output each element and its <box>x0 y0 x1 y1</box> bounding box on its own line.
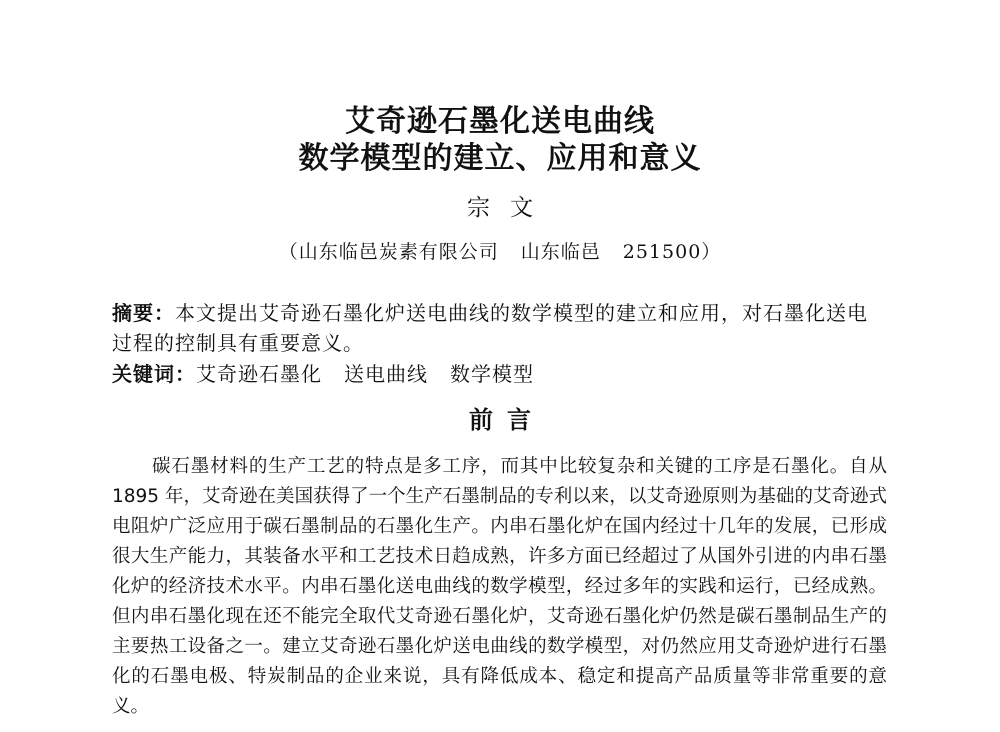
paper-title-line-2: 数学模型的建立、应用和意义 <box>298 141 702 176</box>
keyword-item: 送电曲线 <box>344 362 428 386</box>
affiliation-org: 山东临邑炭素有限公司 <box>298 241 499 263</box>
abstract <box>112 298 887 358</box>
affiliation-city: 山东临邑 <box>520 241 601 263</box>
affiliation-postcode: 251500 <box>622 241 702 263</box>
paper-title-line-1: 艾奇逊石墨化送电曲线 <box>345 104 655 139</box>
body-paragraph: 碳石墨材料的生产工艺的特点是多工序，而其中比较复杂和关键的工序是石墨化。自从 1895 年，艾奇逊在美国获得了一个生产石墨制品的专利以来，以艾奇逊原则为基础的艾奇逊式电阻炉广泛应用于碳石墨制品的石墨化生产。内串石墨化炉在国内经过十几年的发展，已形成很大生产能力，其装备水平和工艺技术日趋成熟，许多方面已经超过了从国外引进的内串石墨化炉的经济技术水平。内串石墨化送电曲线的数学模型，经过多年的实践和运行，已经成熟。但内串石墨化现在还不能完全取代艾奇逊石墨化炉，艾奇逊石墨化炉仍然是碳石墨制品生产的主要热工设备之一。建立艾奇逊石墨化炉送电曲线的数学模型，对仍然应用艾奇逊炉进行石墨化的石墨电极、特炭制品的企业来说，具有降低成本、稳定和提高产品质量等非常重要的意义。 <box>112 456 887 717</box>
author-name: 宗文 <box>467 195 553 221</box>
keywords <box>112 359 887 389</box>
keyword-item: 艾奇逊石墨化 <box>196 362 322 386</box>
section-heading: 前言 <box>469 406 545 434</box>
author-affiliation: （山东临邑炭素有限公司 山东临邑 251500） <box>278 241 722 263</box>
keywords-label: 关键词： <box>112 362 196 386</box>
abstract-text: 本文提出艾奇逊石墨化炉送电曲线的数学模型的建立和应用，对石墨化送电过程的控制具有重要意义。 <box>112 301 868 355</box>
abstract-label: 摘要： <box>112 301 175 325</box>
keyword-item: 数学模型 <box>450 362 534 386</box>
